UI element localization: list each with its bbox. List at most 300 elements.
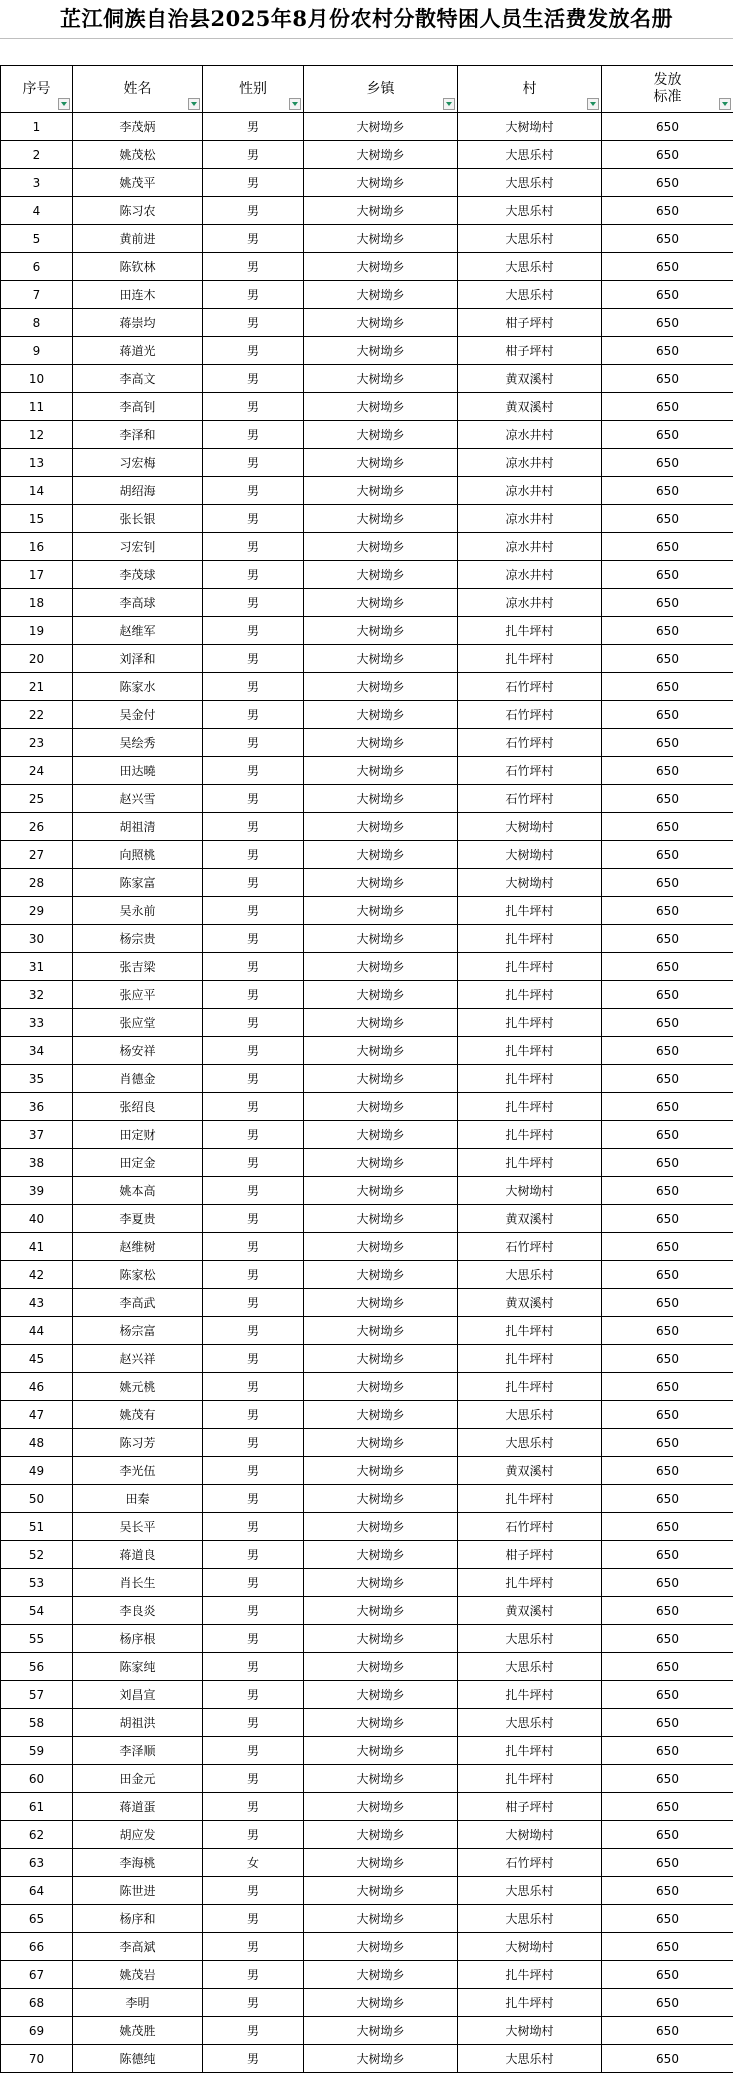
cell-standard[interactable]: 650 (602, 309, 733, 337)
cell-index[interactable]: 66 (1, 1933, 73, 1961)
cell-standard[interactable]: 650 (602, 365, 733, 393)
cell-name[interactable]: 蒋道良 (73, 1541, 203, 1569)
cell-index[interactable]: 42 (1, 1261, 73, 1289)
cell-name[interactable]: 姚茂有 (73, 1401, 203, 1429)
cell-index[interactable]: 33 (1, 1009, 73, 1037)
cell-standard[interactable]: 650 (602, 1429, 733, 1457)
cell-name[interactable]: 胡祖清 (73, 813, 203, 841)
cell-gender[interactable]: 男 (203, 1737, 304, 1765)
cell-standard[interactable]: 650 (602, 337, 733, 365)
cell-name[interactable]: 习宏钊 (73, 533, 203, 561)
cell-standard[interactable]: 650 (602, 449, 733, 477)
cell-index[interactable]: 39 (1, 1177, 73, 1205)
cell-village[interactable]: 大思乐村 (458, 1905, 602, 1933)
cell-standard[interactable]: 650 (602, 1485, 733, 1513)
cell-index[interactable]: 1 (1, 113, 73, 141)
cell-village[interactable]: 扎牛坪村 (458, 1961, 602, 1989)
cell-gender[interactable]: 男 (203, 393, 304, 421)
cell-index[interactable]: 47 (1, 1401, 73, 1429)
cell-standard[interactable]: 650 (602, 1205, 733, 1233)
cell-gender[interactable]: 男 (203, 561, 304, 589)
cell-township[interactable]: 大树坳乡 (304, 785, 458, 813)
cell-gender[interactable]: 男 (203, 589, 304, 617)
cell-village[interactable]: 大思乐村 (458, 1653, 602, 1681)
cell-village[interactable]: 大树坳村 (458, 813, 602, 841)
cell-index[interactable]: 11 (1, 393, 73, 421)
cell-name[interactable]: 刘昌宣 (73, 1681, 203, 1709)
cell-village[interactable]: 石竹坪村 (458, 673, 602, 701)
cell-gender[interactable]: 男 (203, 1233, 304, 1261)
cell-index[interactable]: 52 (1, 1541, 73, 1569)
cell-gender[interactable]: 男 (203, 1317, 304, 1345)
cell-village[interactable]: 凉水井村 (458, 589, 602, 617)
cell-gender[interactable]: 男 (203, 813, 304, 841)
cell-township[interactable]: 大树坳乡 (304, 1653, 458, 1681)
cell-index[interactable]: 59 (1, 1737, 73, 1765)
cell-index[interactable]: 9 (1, 337, 73, 365)
cell-index[interactable]: 21 (1, 673, 73, 701)
cell-name[interactable]: 田连木 (73, 281, 203, 309)
cell-name[interactable]: 向照桃 (73, 841, 203, 869)
cell-index[interactable]: 14 (1, 477, 73, 505)
cell-township[interactable]: 大树坳乡 (304, 2017, 458, 2045)
cell-index[interactable]: 19 (1, 617, 73, 645)
cell-standard[interactable]: 650 (602, 253, 733, 281)
cell-standard[interactable]: 650 (602, 2045, 733, 2073)
cell-village[interactable]: 石竹坪村 (458, 1233, 602, 1261)
cell-name[interactable]: 杨宗贵 (73, 925, 203, 953)
cell-index[interactable]: 69 (1, 2017, 73, 2045)
cell-gender[interactable]: 男 (203, 1345, 304, 1373)
cell-name[interactable]: 赵维树 (73, 1233, 203, 1261)
cell-village[interactable]: 扎牛坪村 (458, 1737, 602, 1765)
cell-name[interactable]: 姚茂平 (73, 169, 203, 197)
cell-village[interactable]: 大树坳村 (458, 1933, 602, 1961)
cell-name[interactable]: 蒋道光 (73, 337, 203, 365)
cell-village[interactable]: 扎牛坪村 (458, 1989, 602, 2017)
cell-standard[interactable]: 650 (602, 589, 733, 617)
cell-name[interactable]: 姚本高 (73, 1177, 203, 1205)
cell-village[interactable]: 大思乐村 (458, 1709, 602, 1737)
cell-township[interactable]: 大树坳乡 (304, 281, 458, 309)
cell-name[interactable]: 田金元 (73, 1765, 203, 1793)
cell-gender[interactable]: 男 (203, 1289, 304, 1317)
cell-village[interactable]: 扎牛坪村 (458, 1093, 602, 1121)
cell-gender[interactable]: 男 (203, 2045, 304, 2073)
cell-name[interactable]: 姚元桃 (73, 1373, 203, 1401)
cell-township[interactable]: 大树坳乡 (304, 1961, 458, 1989)
cell-index[interactable]: 57 (1, 1681, 73, 1709)
cell-name[interactable]: 李高斌 (73, 1933, 203, 1961)
cell-village[interactable]: 大思乐村 (458, 1625, 602, 1653)
cell-standard[interactable]: 650 (602, 981, 733, 1009)
cell-gender[interactable]: 男 (203, 337, 304, 365)
cell-gender[interactable]: 男 (203, 757, 304, 785)
cell-gender[interactable]: 男 (203, 1653, 304, 1681)
cell-name[interactable]: 陈家水 (73, 673, 203, 701)
cell-gender[interactable]: 男 (203, 1261, 304, 1289)
cell-index[interactable]: 5 (1, 225, 73, 253)
cell-name[interactable]: 李明 (73, 1989, 203, 2017)
cell-index[interactable]: 25 (1, 785, 73, 813)
cell-index[interactable]: 26 (1, 813, 73, 841)
cell-name[interactable]: 李高球 (73, 589, 203, 617)
cell-village[interactable]: 大树坳村 (458, 113, 602, 141)
cell-gender[interactable]: 男 (203, 981, 304, 1009)
cell-index[interactable]: 29 (1, 897, 73, 925)
cell-index[interactable]: 36 (1, 1093, 73, 1121)
cell-standard[interactable]: 650 (602, 169, 733, 197)
cell-township[interactable]: 大树坳乡 (304, 1233, 458, 1261)
cell-index[interactable]: 67 (1, 1961, 73, 1989)
cell-name[interactable]: 蒋道蛋 (73, 1793, 203, 1821)
cell-index[interactable]: 18 (1, 589, 73, 617)
cell-gender[interactable]: 男 (203, 1905, 304, 1933)
cell-name[interactable]: 习宏梅 (73, 449, 203, 477)
cell-standard[interactable]: 650 (602, 1009, 733, 1037)
cell-township[interactable]: 大树坳乡 (304, 1513, 458, 1541)
cell-township[interactable]: 大树坳乡 (304, 1401, 458, 1429)
cell-index[interactable]: 61 (1, 1793, 73, 1821)
cell-index[interactable]: 54 (1, 1597, 73, 1625)
cell-village[interactable]: 大思乐村 (458, 2045, 602, 2073)
cell-gender[interactable]: 男 (203, 1933, 304, 1961)
cell-township[interactable]: 大树坳乡 (304, 701, 458, 729)
cell-standard[interactable]: 650 (602, 505, 733, 533)
cell-gender[interactable]: 男 (203, 1709, 304, 1737)
cell-township[interactable]: 大树坳乡 (304, 253, 458, 281)
cell-gender[interactable]: 男 (203, 1485, 304, 1513)
cell-standard[interactable]: 650 (602, 869, 733, 897)
cell-standard[interactable]: 650 (602, 197, 733, 225)
cell-village[interactable]: 大思乐村 (458, 1877, 602, 1905)
cell-name[interactable]: 李海桃 (73, 1849, 203, 1877)
cell-village[interactable]: 扎牛坪村 (458, 1149, 602, 1177)
cell-gender[interactable]: 男 (203, 1065, 304, 1093)
cell-township[interactable]: 大树坳乡 (304, 729, 458, 757)
cell-index[interactable]: 3 (1, 169, 73, 197)
cell-village[interactable]: 扎牛坪村 (458, 1569, 602, 1597)
cell-village[interactable]: 扎牛坪村 (458, 1317, 602, 1345)
cell-index[interactable]: 16 (1, 533, 73, 561)
cell-index[interactable]: 22 (1, 701, 73, 729)
cell-village[interactable]: 扎牛坪村 (458, 1373, 602, 1401)
cell-name[interactable]: 吴绘秀 (73, 729, 203, 757)
cell-township[interactable]: 大树坳乡 (304, 1793, 458, 1821)
cell-village[interactable]: 黄双溪村 (458, 1597, 602, 1625)
cell-township[interactable]: 大树坳乡 (304, 1345, 458, 1373)
cell-gender[interactable]: 男 (203, 281, 304, 309)
cell-township[interactable]: 大树坳乡 (304, 589, 458, 617)
cell-village[interactable]: 大思乐村 (458, 169, 602, 197)
cell-name[interactable]: 陈家松 (73, 1261, 203, 1289)
cell-index[interactable]: 17 (1, 561, 73, 589)
cell-gender[interactable]: 男 (203, 953, 304, 981)
cell-township[interactable]: 大树坳乡 (304, 113, 458, 141)
cell-standard[interactable]: 650 (602, 1093, 733, 1121)
cell-gender[interactable]: 男 (203, 897, 304, 925)
cell-township[interactable]: 大树坳乡 (304, 225, 458, 253)
cell-name[interactable]: 李光伍 (73, 1457, 203, 1485)
cell-township[interactable]: 大树坳乡 (304, 645, 458, 673)
cell-gender[interactable]: 男 (203, 1597, 304, 1625)
cell-village[interactable]: 扎牛坪村 (458, 1765, 602, 1793)
cell-township[interactable]: 大树坳乡 (304, 337, 458, 365)
cell-name[interactable]: 田达曉 (73, 757, 203, 785)
cell-name[interactable]: 肖长生 (73, 1569, 203, 1597)
cell-index[interactable]: 45 (1, 1345, 73, 1373)
cell-township[interactable]: 大树坳乡 (304, 1261, 458, 1289)
cell-standard[interactable]: 650 (602, 1541, 733, 1569)
cell-gender[interactable]: 男 (203, 1793, 304, 1821)
cell-township[interactable]: 大树坳乡 (304, 1149, 458, 1177)
cell-village[interactable]: 扎牛坪村 (458, 1681, 602, 1709)
cell-standard[interactable]: 650 (602, 1121, 733, 1149)
cell-village[interactable]: 大思乐村 (458, 141, 602, 169)
cell-township[interactable]: 大树坳乡 (304, 1485, 458, 1513)
cell-township[interactable]: 大树坳乡 (304, 1737, 458, 1765)
cell-standard[interactable]: 650 (602, 841, 733, 869)
cell-township[interactable]: 大树坳乡 (304, 757, 458, 785)
cell-standard[interactable]: 650 (602, 1681, 733, 1709)
cell-index[interactable]: 49 (1, 1457, 73, 1485)
cell-standard[interactable]: 650 (602, 785, 733, 813)
cell-name[interactable]: 张绍良 (73, 1093, 203, 1121)
cell-village[interactable]: 扎牛坪村 (458, 953, 602, 981)
cell-standard[interactable]: 650 (602, 673, 733, 701)
cell-standard[interactable]: 650 (602, 1933, 733, 1961)
cell-village[interactable]: 石竹坪村 (458, 1849, 602, 1877)
cell-index[interactable]: 23 (1, 729, 73, 757)
cell-village[interactable]: 扎牛坪村 (458, 1037, 602, 1065)
cell-village[interactable]: 石竹坪村 (458, 1513, 602, 1541)
cell-index[interactable]: 46 (1, 1373, 73, 1401)
cell-gender[interactable]: 男 (203, 421, 304, 449)
cell-gender[interactable]: 男 (203, 1821, 304, 1849)
cell-index[interactable]: 37 (1, 1121, 73, 1149)
cell-index[interactable]: 63 (1, 1849, 73, 1877)
cell-gender[interactable]: 女 (203, 1849, 304, 1877)
cell-gender[interactable]: 男 (203, 113, 304, 141)
cell-village[interactable]: 柑子坪村 (458, 337, 602, 365)
cell-township[interactable]: 大树坳乡 (304, 1933, 458, 1961)
cell-township[interactable]: 大树坳乡 (304, 1317, 458, 1345)
cell-township[interactable]: 大树坳乡 (304, 1457, 458, 1485)
cell-standard[interactable]: 650 (602, 897, 733, 925)
cell-index[interactable]: 64 (1, 1877, 73, 1905)
cell-index[interactable]: 2 (1, 141, 73, 169)
cell-township[interactable]: 大树坳乡 (304, 1569, 458, 1597)
cell-standard[interactable]: 650 (602, 1709, 733, 1737)
cell-name[interactable]: 陈习芳 (73, 1429, 203, 1457)
cell-name[interactable]: 姚茂胜 (73, 2017, 203, 2045)
cell-village[interactable]: 扎牛坪村 (458, 1485, 602, 1513)
cell-index[interactable]: 12 (1, 421, 73, 449)
cell-village[interactable]: 凉水井村 (458, 477, 602, 505)
cell-township[interactable]: 大树坳乡 (304, 1009, 458, 1037)
cell-village[interactable]: 石竹坪村 (458, 757, 602, 785)
cell-name[interactable]: 陈钦林 (73, 253, 203, 281)
cell-standard[interactable]: 650 (602, 757, 733, 785)
cell-village[interactable]: 柑子坪村 (458, 309, 602, 337)
cell-village[interactable]: 大思乐村 (458, 225, 602, 253)
cell-gender[interactable]: 男 (203, 1961, 304, 1989)
cell-village[interactable]: 黄双溪村 (458, 393, 602, 421)
cell-name[interactable]: 张应平 (73, 981, 203, 1009)
cell-township[interactable]: 大树坳乡 (304, 1037, 458, 1065)
cell-township[interactable]: 大树坳乡 (304, 841, 458, 869)
cell-village[interactable]: 扎牛坪村 (458, 617, 602, 645)
cell-village[interactable]: 扎牛坪村 (458, 897, 602, 925)
cell-village[interactable]: 柑子坪村 (458, 1541, 602, 1569)
cell-name[interactable]: 黄前进 (73, 225, 203, 253)
cell-standard[interactable]: 650 (602, 1261, 733, 1289)
cell-gender[interactable]: 男 (203, 1037, 304, 1065)
filter-dropdown-icon[interactable] (719, 98, 731, 110)
cell-index[interactable]: 24 (1, 757, 73, 785)
cell-index[interactable]: 28 (1, 869, 73, 897)
cell-township[interactable]: 大树坳乡 (304, 1373, 458, 1401)
cell-village[interactable]: 石竹坪村 (458, 729, 602, 757)
cell-gender[interactable]: 男 (203, 1569, 304, 1597)
cell-name[interactable]: 肖德金 (73, 1065, 203, 1093)
cell-standard[interactable]: 650 (602, 1597, 733, 1625)
cell-standard[interactable]: 650 (602, 645, 733, 673)
cell-gender[interactable]: 男 (203, 925, 304, 953)
cell-village[interactable]: 扎牛坪村 (458, 1009, 602, 1037)
cell-standard[interactable]: 650 (602, 1765, 733, 1793)
cell-standard[interactable]: 650 (602, 1065, 733, 1093)
cell-gender[interactable]: 男 (203, 449, 304, 477)
cell-name[interactable]: 胡应发 (73, 1821, 203, 1849)
cell-township[interactable]: 大树坳乡 (304, 1289, 458, 1317)
cell-township[interactable]: 大树坳乡 (304, 1625, 458, 1653)
cell-name[interactable]: 李泽和 (73, 421, 203, 449)
cell-township[interactable]: 大树坳乡 (304, 1177, 458, 1205)
cell-standard[interactable]: 650 (602, 393, 733, 421)
cell-township[interactable]: 大树坳乡 (304, 869, 458, 897)
cell-standard[interactable]: 650 (602, 1457, 733, 1485)
cell-gender[interactable]: 男 (203, 1989, 304, 2017)
cell-standard[interactable]: 650 (602, 1149, 733, 1177)
cell-index[interactable]: 50 (1, 1485, 73, 1513)
cell-village[interactable]: 黄双溪村 (458, 365, 602, 393)
cell-name[interactable]: 刘泽和 (73, 645, 203, 673)
cell-standard[interactable]: 650 (602, 729, 733, 757)
cell-township[interactable]: 大树坳乡 (304, 197, 458, 225)
cell-index[interactable]: 68 (1, 1989, 73, 2017)
cell-index[interactable]: 58 (1, 1709, 73, 1737)
cell-village[interactable]: 黄双溪村 (458, 1205, 602, 1233)
cell-index[interactable]: 40 (1, 1205, 73, 1233)
cell-standard[interactable]: 650 (602, 953, 733, 981)
cell-standard[interactable]: 650 (602, 1821, 733, 1849)
cell-gender[interactable]: 男 (203, 1093, 304, 1121)
cell-name[interactable]: 陈家纯 (73, 1653, 203, 1681)
cell-name[interactable]: 田秦 (73, 1485, 203, 1513)
cell-standard[interactable]: 650 (602, 1989, 733, 2017)
cell-standard[interactable]: 650 (602, 813, 733, 841)
cell-township[interactable]: 大树坳乡 (304, 1681, 458, 1709)
cell-township[interactable]: 大树坳乡 (304, 477, 458, 505)
cell-township[interactable]: 大树坳乡 (304, 533, 458, 561)
cell-index[interactable]: 31 (1, 953, 73, 981)
cell-village[interactable]: 扎牛坪村 (458, 981, 602, 1009)
cell-gender[interactable]: 男 (203, 1177, 304, 1205)
cell-standard[interactable]: 650 (602, 1625, 733, 1653)
cell-standard[interactable]: 650 (602, 1037, 733, 1065)
cell-village[interactable]: 黄双溪村 (458, 1289, 602, 1317)
cell-gender[interactable]: 男 (203, 673, 304, 701)
cell-township[interactable]: 大树坳乡 (304, 1765, 458, 1793)
cell-index[interactable]: 4 (1, 197, 73, 225)
cell-village[interactable]: 大树坳村 (458, 869, 602, 897)
cell-township[interactable]: 大树坳乡 (304, 617, 458, 645)
cell-village[interactable]: 扎牛坪村 (458, 1121, 602, 1149)
cell-index[interactable]: 62 (1, 1821, 73, 1849)
cell-township[interactable]: 大树坳乡 (304, 421, 458, 449)
cell-township[interactable]: 大树坳乡 (304, 169, 458, 197)
cell-standard[interactable]: 650 (602, 1877, 733, 1905)
cell-village[interactable]: 大树坳村 (458, 1821, 602, 1849)
cell-standard[interactable]: 650 (602, 477, 733, 505)
cell-township[interactable]: 大树坳乡 (304, 1205, 458, 1233)
cell-township[interactable]: 大树坳乡 (304, 925, 458, 953)
cell-name[interactable]: 李高钊 (73, 393, 203, 421)
cell-name[interactable]: 吴永前 (73, 897, 203, 925)
cell-gender[interactable]: 男 (203, 729, 304, 757)
cell-name[interactable]: 张长银 (73, 505, 203, 533)
cell-index[interactable]: 34 (1, 1037, 73, 1065)
cell-index[interactable]: 51 (1, 1513, 73, 1541)
cell-index[interactable]: 30 (1, 925, 73, 953)
cell-gender[interactable]: 男 (203, 477, 304, 505)
cell-township[interactable]: 大树坳乡 (304, 1093, 458, 1121)
cell-index[interactable]: 55 (1, 1625, 73, 1653)
cell-township[interactable]: 大树坳乡 (304, 1121, 458, 1149)
cell-standard[interactable]: 650 (602, 113, 733, 141)
cell-index[interactable]: 35 (1, 1065, 73, 1093)
cell-gender[interactable]: 男 (203, 1765, 304, 1793)
cell-standard[interactable]: 650 (602, 1177, 733, 1205)
cell-name[interactable]: 李夏贵 (73, 1205, 203, 1233)
cell-index[interactable]: 20 (1, 645, 73, 673)
cell-township[interactable]: 大树坳乡 (304, 141, 458, 169)
cell-township[interactable]: 大树坳乡 (304, 981, 458, 1009)
filter-dropdown-icon[interactable] (289, 98, 301, 110)
cell-standard[interactable]: 650 (602, 617, 733, 645)
cell-gender[interactable]: 男 (203, 1541, 304, 1569)
cell-name[interactable]: 姚茂岩 (73, 1961, 203, 1989)
cell-village[interactable]: 扎牛坪村 (458, 925, 602, 953)
cell-village[interactable]: 大思乐村 (458, 197, 602, 225)
cell-name[interactable]: 姚茂松 (73, 141, 203, 169)
cell-township[interactable]: 大树坳乡 (304, 309, 458, 337)
cell-index[interactable]: 7 (1, 281, 73, 309)
cell-gender[interactable]: 男 (203, 1877, 304, 1905)
cell-index[interactable]: 27 (1, 841, 73, 869)
cell-name[interactable]: 陈家富 (73, 869, 203, 897)
cell-gender[interactable]: 男 (203, 169, 304, 197)
cell-village[interactable]: 扎牛坪村 (458, 1065, 602, 1093)
cell-township[interactable]: 大树坳乡 (304, 2045, 458, 2073)
cell-standard[interactable]: 650 (602, 1793, 733, 1821)
cell-standard[interactable]: 650 (602, 1737, 733, 1765)
cell-name[interactable]: 陈习农 (73, 197, 203, 225)
cell-standard[interactable]: 650 (602, 1345, 733, 1373)
filter-dropdown-icon[interactable] (58, 98, 70, 110)
cell-village[interactable]: 大思乐村 (458, 1401, 602, 1429)
